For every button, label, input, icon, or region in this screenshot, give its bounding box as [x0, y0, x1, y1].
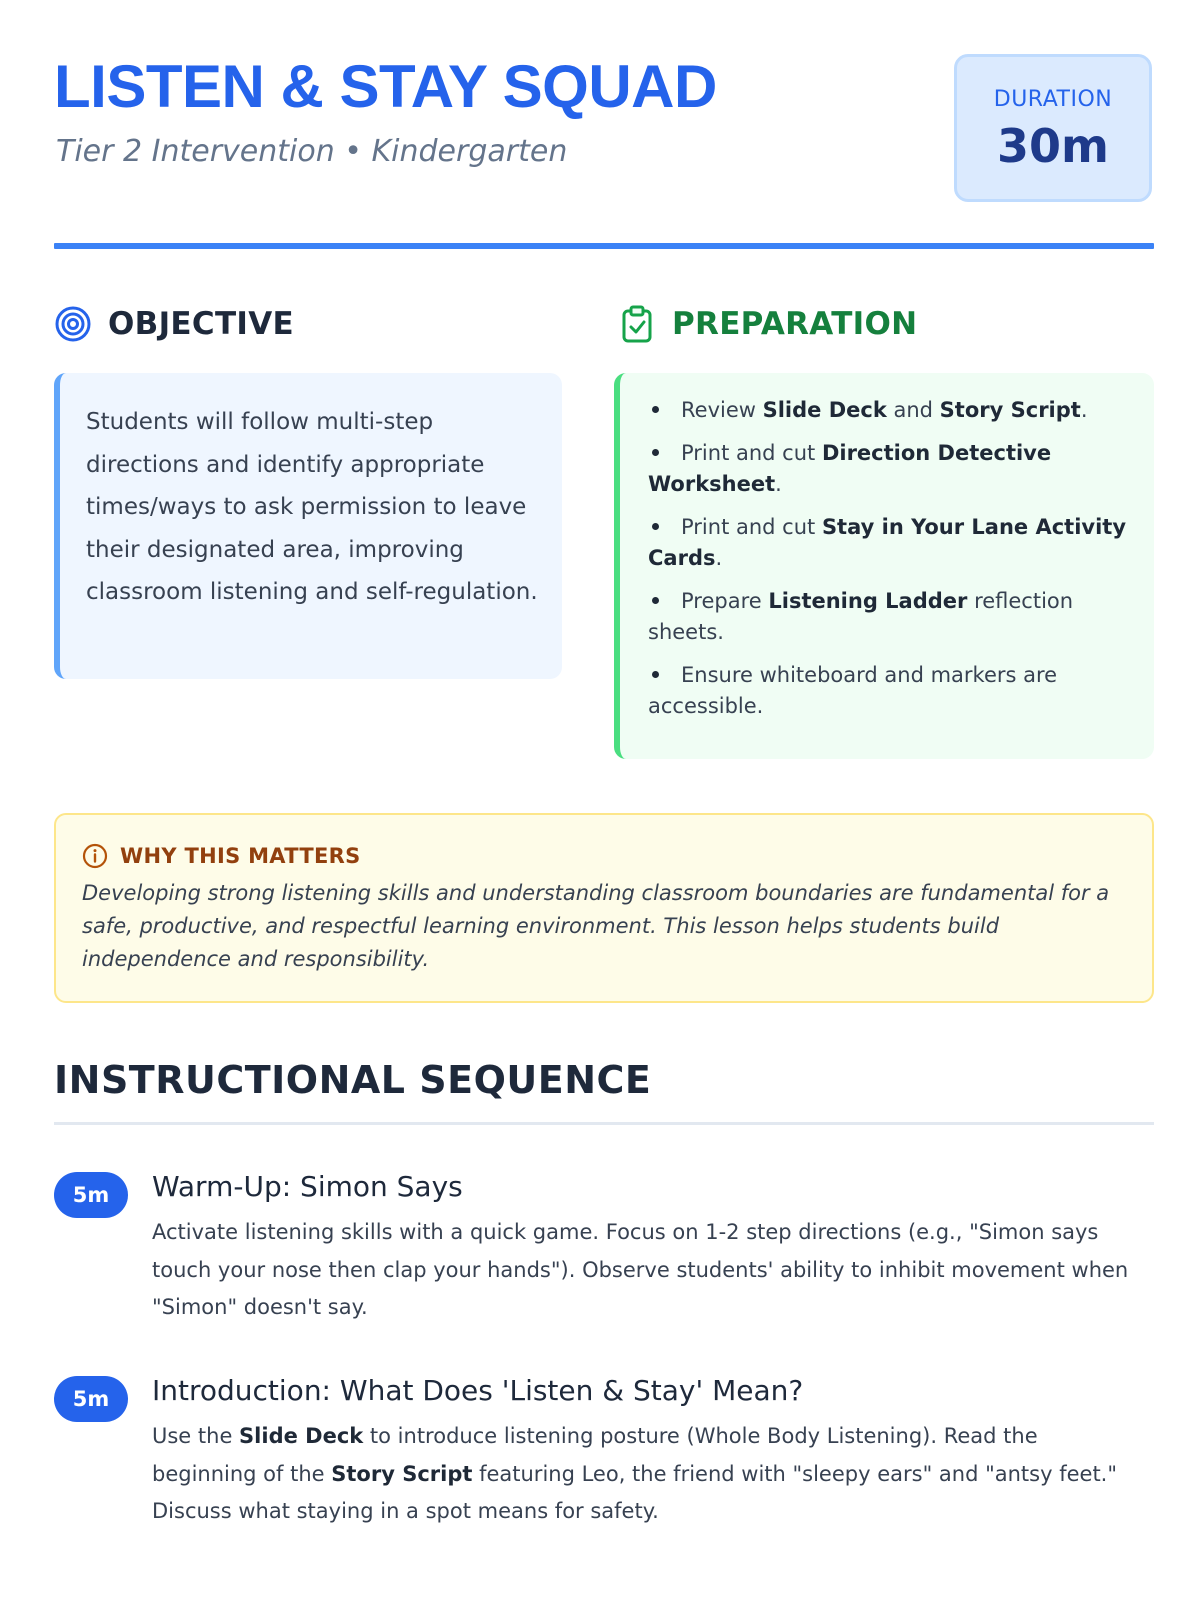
- preparation-item-text: Ensure whiteboard and markers are accessible.: [648, 663, 1058, 718]
- info-icon: [82, 843, 108, 869]
- preparation-item-emphasis: Story Script: [939, 398, 1081, 422]
- why-heading: [82, 841, 1126, 871]
- objective-text: Students will follow multi-step directions and identify appropriate times/ways to ask permission to leave their designated area, improving classroom listening and self-regulation.: [86, 409, 538, 605]
- preparation-item: [648, 395, 1134, 426]
- preparation-item-emphasis: Direction Detective Worksheet: [648, 441, 1052, 496]
- lesson-title: LISTEN & STAY SQUAD: [54, 53, 717, 120]
- preparation-item-text: Prepare: [681, 589, 769, 613]
- step-description-text: Activate listening skills with a quick game. Focus on 1-2 step directions (e.g., "Simon says touch your nose then clap your hands"). Observe students' ability to inhibit movement when "Simon" doesn't say.: [152, 1220, 1129, 1319]
- preparation-heading: [618, 302, 917, 346]
- bullet-icon: [652, 597, 659, 604]
- bullet-icon: [652, 523, 659, 530]
- duration-value: 30m: [997, 119, 1109, 173]
- preparation-item: [648, 512, 1134, 574]
- preparation-item-text: and: [886, 398, 940, 422]
- preparation-card: [614, 373, 1154, 759]
- preparation-heading-label: PREPARATION: [672, 306, 918, 342]
- why-title: WHY THIS MATTERS: [120, 844, 361, 868]
- step-description-text: Use the: [152, 1424, 240, 1448]
- preparation-list: [648, 395, 1134, 722]
- step-duration-badge: 5m: [54, 1376, 128, 1422]
- sequence-divider: [54, 1122, 1154, 1125]
- preparation-item-emphasis: Slide Deck: [762, 398, 887, 422]
- lesson-subtitle: Tier 2 Intervention • Kindergarten: [56, 134, 568, 169]
- lesson-header: [54, 0, 1154, 260]
- preparation-item-text: .: [1080, 398, 1088, 422]
- preparation-item-text: .: [715, 546, 723, 570]
- bullet-icon: [652, 449, 659, 456]
- preparation-item-text: .: [775, 472, 782, 496]
- objective-card: [54, 373, 562, 679]
- objective-heading-label: OBJECTIVE: [108, 306, 294, 342]
- preparation-item: [648, 438, 1134, 500]
- sequence-heading: INSTRUCTIONAL SEQUENCE: [54, 1058, 652, 1102]
- preparation-item-emphasis: Stay in Your Lane Activity Cards: [648, 515, 1127, 570]
- preparation-item-text: reflection sheets.: [648, 589, 1074, 644]
- step-title: Warm-Up: Simon Says: [152, 1170, 463, 1203]
- step-description-text: to introduce listening posture (Whole Body Listening). Read the beginning of the: [152, 1424, 1038, 1486]
- target-icon: [54, 305, 92, 343]
- duration-card: [954, 54, 1152, 202]
- preparation-item-text: Print and cut: [681, 515, 822, 539]
- step-title: Introduction: What Does 'Listen & Stay' Mean?: [152, 1374, 804, 1407]
- clipboard-check-icon: [618, 305, 656, 343]
- bullet-icon: [652, 406, 659, 413]
- preparation-item-text: Review: [681, 398, 763, 422]
- preparation-item: [648, 660, 1134, 722]
- step-description-text: featuring Leo, the friend with "sleepy ears" and "antsy feet." Discuss what staying in a spot means for safety.: [152, 1461, 1118, 1523]
- step-duration-badge: 5m: [54, 1172, 128, 1218]
- preparation-item-emphasis: Listening Ladder: [768, 589, 968, 613]
- step-description: [152, 1214, 1142, 1327]
- step-description-emphasis: Slide Deck: [239, 1424, 364, 1448]
- objective-heading: [54, 302, 294, 346]
- preparation-item: [648, 586, 1134, 648]
- why-text: Developing strong listening skills and understanding classroom boundaries are fundamental for a safe, productive, and respectful learning environment. This lesson helps students build independence and responsibility.: [82, 881, 1110, 971]
- step-description-emphasis: Story Script: [331, 1461, 473, 1486]
- why-this-matters-callout: [54, 813, 1154, 1003]
- header-divider: [54, 243, 1154, 249]
- step-description: [152, 1418, 1142, 1531]
- bullet-icon: [652, 671, 659, 678]
- preparation-item-text: Print and cut: [681, 441, 822, 465]
- duration-label: DURATION: [993, 87, 1113, 112]
